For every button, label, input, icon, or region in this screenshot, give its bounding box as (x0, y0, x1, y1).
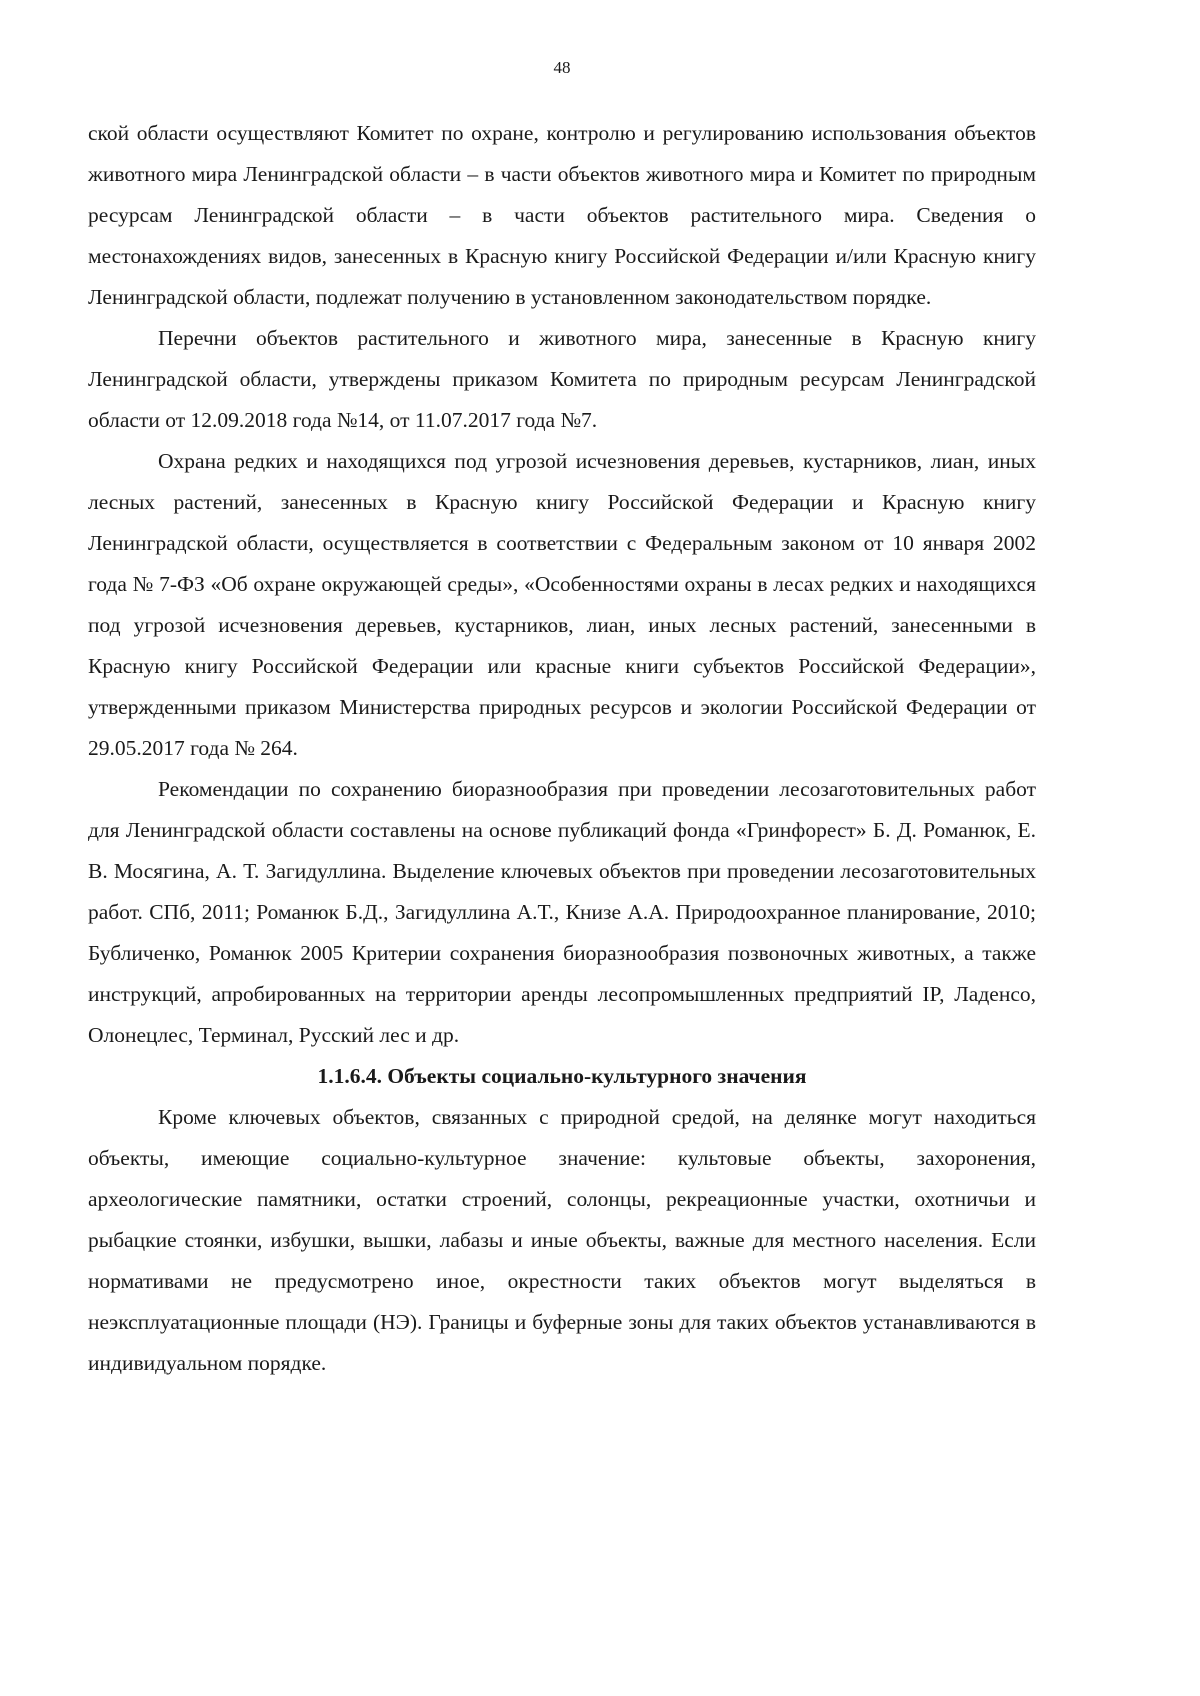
section-paragraph: Кроме ключевых объектов, связанных с природной средой, на делянке могут находиться объекты, имеющие социально-культурное значение: культовые объекты, захоронения, археологические памятники, остатки строений, солонцы, рекреационные участки, охотничьи и рыбацкие стоянки, избушки, вышки, лабазы и иные объекты, важные для местного населения. Если нормативами не предусмотрено иное, окрестности таких объектов могут выделяться в неэксплуатационные площади (НЭ). Границы и буферные зоны для таких объектов устанавливаются в индивидуальном порядке. (88, 1105, 1036, 1375)
section-heading: 1.1.6.4. Объекты социально-культурного значения (317, 1064, 807, 1088)
body-paragraph-2: Перечни объектов растительного и животного мира, занесенные в Красную книгу Ленинградской области, утверждены приказом Комитета по природным ресурсам Ленинградской области от 12.09.2018 года №14, от 11.07.2017 года №7. (88, 326, 1036, 432)
body-paragraph-4: Рекомендации по сохранению биоразнообразия при проведении лесозаготовительных работ для Ленинградской области составлены на основе публикаций фонда «Гринфорест» Б. Д. Романюк, Е. В. Мосягина, А. Т. Загидуллина. Выделение ключевых объектов при проведении лесозаготовительных работ. СПб, 2011; Романюк Б.Д., Загидуллина А.Т., Книзе А.А. Природоохранное планирование, 2010; Бубличенко, Романюк 2005 Критерии сохранения биоразнообразия позвоночных животных, а также инструкций, апробированных на территории аренды лесопромышленных предприятий IP, Ладенсо, Олонецлес, Терминал, Русский лес и др. (88, 777, 1036, 1047)
page-number: 48 (553, 58, 571, 77)
body-paragraph-3: Охрана редких и находящихся под угрозой исчезновения деревьев, кустарников, лиан, иных лесных растений, занесенных в Красную книгу Российской Федерации и Красную книгу Ленинградской области, осуществляется в соответствии с Федеральным законом от 10 января 2002 года № 7-ФЗ «Об охране окружающей среды», «Особенностями охраны в лесах редких и находящихся под угрозой исчезновения деревьев, кустарников, лиан, иных лесных растений, занесенными в Красную книгу Российской Федерации или красные книги субъектов Российской Федерации», утвержденными приказом Министерства природных ресурсов и экологии Российской Федерации от 29.05.2017 года № 264. (88, 449, 1036, 760)
body-paragraph-1: ской области осуществляют Комитет по охране, контролю и регулированию использования объектов животного мира Ленинградской области – в части объектов животного мира и Комитет по природным ресурсам Ленинградской области – в части объектов растительного мира. Сведения о местонахождениях видов, занесенных в Красную книгу Российской Федерации и/или Красную книгу Ленинградской области, подлежат получению в установленном законодательством порядке. (88, 121, 1036, 309)
page-body (88, 113, 1036, 1384)
